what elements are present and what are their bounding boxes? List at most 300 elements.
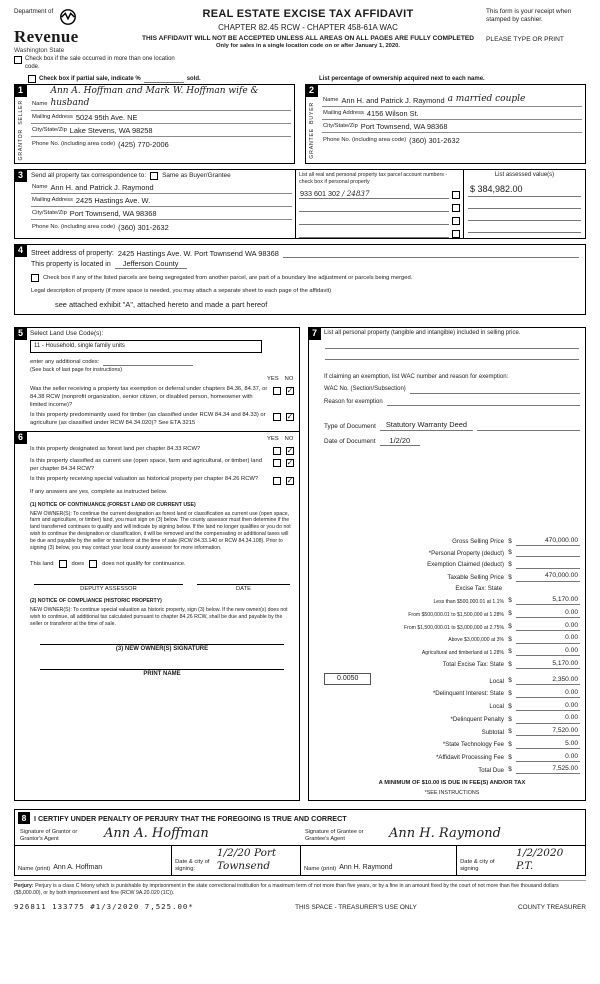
personal-deduct-label: *Personal Property (deduct) bbox=[428, 549, 504, 557]
sold-label: sold. bbox=[186, 75, 201, 82]
names-dates-row bbox=[15, 845, 585, 875]
this-land-label: This land bbox=[30, 560, 54, 567]
personal-property-checkbox-3[interactable] bbox=[452, 217, 460, 225]
section-1-number: 1 bbox=[14, 84, 27, 97]
delinquent-interest-state-value[interactable]: 0.00 bbox=[516, 689, 580, 698]
dollar-sign: $ bbox=[508, 549, 512, 557]
partial-sale-checkbox[interactable] bbox=[28, 75, 36, 83]
tier4-row bbox=[324, 634, 580, 643]
s6-yes-no-header bbox=[30, 436, 294, 443]
see-back-note: (See back of last page for instructions) bbox=[30, 367, 122, 374]
street-address-row bbox=[31, 247, 579, 258]
see-instructions-note: *SEE INSTRUCTIONS bbox=[424, 789, 480, 796]
additional-codes-row bbox=[30, 355, 294, 366]
delinquent-penalty-value[interactable]: 0.00 bbox=[516, 714, 580, 723]
grantor-signature-cell bbox=[15, 826, 300, 844]
dollar-sign: $ bbox=[508, 635, 512, 643]
excise-state-label: Excise Tax: State bbox=[455, 585, 502, 593]
s6-q1-text: Is this property designated as forest land per chapter 84.33 RCW? bbox=[30, 446, 201, 453]
dollar-sign: $ bbox=[508, 622, 512, 630]
affidavit-processing-fee-label: *Affidavit Processing Fee bbox=[436, 754, 504, 762]
grantor-word: GRANTOR bbox=[17, 128, 24, 161]
tier2-value[interactable]: 0.00 bbox=[516, 609, 580, 618]
grantee-date-cell bbox=[456, 846, 585, 875]
legal-description-row bbox=[31, 284, 579, 295]
reason-row bbox=[324, 399, 580, 407]
only-for-line: Only for sales in a single location code on or after January 1, 2020. bbox=[216, 42, 400, 49]
reason-line[interactable] bbox=[387, 405, 580, 406]
multi-location-checkbox[interactable] bbox=[14, 56, 22, 64]
delinquent-interest-state-row bbox=[324, 689, 580, 698]
parcel-number-hand: / 24837 bbox=[341, 189, 370, 199]
grantor-date-value[interactable]: 1/2/20 Port Townsend bbox=[216, 846, 277, 872]
grantor-name-print-label: Name (print) bbox=[18, 865, 51, 872]
s5-question-2 bbox=[30, 412, 294, 427]
partial-sale-percent-line[interactable] bbox=[144, 82, 184, 83]
left-column bbox=[14, 327, 300, 801]
gross-label: Gross Selling Price bbox=[452, 538, 504, 546]
personal-property-checkbox-1[interactable] bbox=[452, 191, 460, 199]
wac-label: WAC No. (Section/Subsection) bbox=[324, 386, 406, 393]
if-yes-note: If any answers are yes, complete as instructed below. bbox=[30, 489, 168, 496]
dept-of-label: Department of bbox=[14, 8, 54, 15]
seller-section bbox=[14, 74, 295, 164]
located-in-label: This property is located in bbox=[31, 260, 111, 268]
personal-property-line-2[interactable] bbox=[325, 349, 579, 360]
does-not-label: does not qualify for continuance. bbox=[102, 560, 186, 567]
delinquent-interest-local-value[interactable]: 0.00 bbox=[516, 702, 580, 711]
buyer-phone-label: Phone No. (including area code) bbox=[323, 137, 407, 144]
corr-address-label: Mailing Address bbox=[32, 197, 73, 204]
reason-label: Reason for exemption bbox=[324, 398, 383, 405]
certification-header bbox=[15, 810, 585, 826]
date-label: DATE bbox=[235, 585, 251, 592]
section-3-number: 3 bbox=[14, 169, 27, 182]
buyer-phone-field bbox=[322, 133, 582, 146]
dollar-sign: $ bbox=[508, 741, 512, 749]
assessed-value-header: List assessed value(s) bbox=[494, 172, 555, 179]
delinquent-interest-local-row bbox=[324, 702, 580, 711]
washington-state-label: Washington State bbox=[14, 47, 65, 55]
dollar-sign: $ bbox=[508, 766, 512, 774]
s5-q1-no-checkbox[interactable]: ✓ bbox=[286, 387, 294, 396]
delinquent-interest-state-label: *Delinquent Interest: State bbox=[432, 690, 504, 698]
s5-q1-text: Was the seller receiving a property tax exemption or deferral under chapters 84.36, 84.37, or 84.38 RCW (nonprofit organization, senior citizen, or disabled person, homeowner with limited income)? bbox=[30, 386, 268, 408]
please-type-or-print: PLEASE TYPE OR PRINT bbox=[486, 36, 564, 43]
doc-type-value[interactable]: Statutory Warranty Deed bbox=[380, 420, 473, 430]
same-as-buyer-label: Same as Buyer/Grantee bbox=[162, 172, 231, 180]
grantee-name-print-value[interactable]: Ann H. Raymond bbox=[339, 864, 393, 872]
segregated-row bbox=[31, 271, 579, 282]
legal-description-label: Legal description of property (if more space is needed, you may attach a separate sheet to each page of the affidavit) bbox=[31, 288, 332, 295]
s6-q1-yes-checkbox[interactable] bbox=[273, 447, 281, 455]
tier1-row bbox=[324, 596, 580, 605]
parcel-row-2 bbox=[296, 199, 463, 212]
buyer-name-extra[interactable]: a married couple bbox=[447, 94, 526, 104]
seller-city-field bbox=[31, 124, 291, 137]
tier2-row bbox=[324, 609, 580, 618]
dollar-sign: $ bbox=[508, 715, 512, 723]
personal-property-deduct-row bbox=[324, 549, 580, 557]
exemption-claimed-row bbox=[324, 561, 580, 569]
state-technology-fee-label: *State Technology Fee bbox=[442, 741, 504, 749]
select-land-use-label: Select Land Use Code(s): bbox=[30, 330, 104, 338]
local-rate-box[interactable]: 0.0050 bbox=[324, 673, 371, 686]
new-owner-signature-line[interactable] bbox=[40, 644, 284, 654]
deputy-assessor-row bbox=[34, 584, 290, 593]
seller-city-value[interactable]: Lake Stevens, WA 98258 bbox=[69, 125, 153, 135]
form-title: REAL ESTATE EXCISE TAX AFFIDAVIT bbox=[202, 8, 414, 20]
partial-sale-row bbox=[28, 74, 295, 83]
perjury-label: Perjury: bbox=[14, 882, 34, 889]
same-as-buyer-checkbox[interactable] bbox=[150, 172, 158, 180]
grantor-name-cell bbox=[15, 846, 171, 875]
bottom-bar bbox=[14, 902, 586, 911]
grantor-signature-label: Signature of Grantor or Grantor's Agent bbox=[20, 828, 78, 842]
grantee-date-value[interactable]: 1/2/2020 P.T. bbox=[516, 846, 564, 872]
tier2-label: From $500,000.01 to $1,500,000 at 1.28% bbox=[408, 611, 504, 618]
seller-address-label: Mailing Address bbox=[32, 113, 73, 120]
corr-address-field bbox=[31, 194, 292, 207]
additional-codes-line[interactable] bbox=[103, 365, 193, 366]
personal-property-line-1[interactable] bbox=[325, 338, 579, 349]
corr-name-field bbox=[31, 181, 292, 194]
corr-city-field bbox=[31, 207, 292, 220]
local-tax-row bbox=[324, 673, 580, 686]
parcel-line-4[interactable] bbox=[299, 237, 449, 238]
s5-yes-no-header bbox=[30, 376, 294, 383]
tier3-label: From $1,500,000.01 to $3,000,000 at 2.75% bbox=[404, 624, 504, 631]
dollar-sign: $ bbox=[508, 560, 512, 568]
revenue-wordmark: Revenue bbox=[14, 27, 79, 46]
s6-q3-no-checkbox[interactable]: ✓ bbox=[286, 477, 294, 486]
ownership-percentage-label: List percentage of ownership acquired next to each name. bbox=[319, 75, 485, 82]
seller-box bbox=[14, 84, 295, 164]
buyer-phone-value[interactable]: (360) 301-2632 bbox=[409, 136, 460, 145]
correspondence-box bbox=[15, 170, 295, 238]
section-4-number: 4 bbox=[14, 244, 27, 257]
corr-city-value[interactable]: Port Townsend, WA 98368 bbox=[69, 209, 157, 218]
subtotal-label: Subtotal bbox=[481, 728, 504, 736]
assessed-value[interactable]: $ 384,982.00 bbox=[468, 184, 581, 197]
total-due-value[interactable]: 7,525.00 bbox=[516, 765, 580, 774]
s5-q2-text: Is this property predominantly used for timber (as classified under RCW 84.34 and 84.33) or agriculture (as classified under RCW 84.34.020)? See ETA 3215 bbox=[30, 412, 266, 426]
exemption-claimed-label: Exemption Claimed (deduct) bbox=[427, 561, 504, 569]
street-address-line[interactable] bbox=[283, 257, 579, 258]
corr-name-value[interactable]: Ann H. and Patrick J. Raymond bbox=[50, 183, 154, 192]
wac-line[interactable] bbox=[410, 393, 580, 394]
s6-question-3 bbox=[30, 476, 294, 485]
no-label: NO bbox=[284, 376, 294, 383]
new-owner-signature-label: (3) NEW OWNER(S) SIGNATURE bbox=[115, 645, 209, 652]
seller-name-label: Name bbox=[32, 100, 48, 107]
deputy-date[interactable] bbox=[197, 584, 290, 593]
doc-type-label: Type of Document bbox=[324, 422, 376, 430]
dor-logo-block bbox=[14, 8, 130, 55]
certify-statement: I CERTIFY UNDER PENALTY OF PERJURY THAT THE FOREGOING IS TRUE AND CORRECT bbox=[34, 813, 347, 823]
grantee-word: GRANTEE bbox=[308, 127, 315, 159]
s5-q2-no-checkbox[interactable]: ✓ bbox=[286, 413, 294, 422]
state-technology-fee-value[interactable]: 5.00 bbox=[516, 740, 580, 749]
excise-tax-state-header bbox=[324, 585, 580, 593]
s6-q1-no-checkbox[interactable]: ✓ bbox=[286, 447, 294, 456]
section-8-number: 8 bbox=[18, 812, 30, 824]
street-address-label: Street address of property: bbox=[31, 249, 114, 257]
gross-selling-price-row bbox=[324, 537, 580, 546]
grantor-date-label: Date & city of signing: bbox=[175, 858, 210, 872]
deputy-assessor-signature[interactable] bbox=[34, 584, 183, 593]
buyer-section bbox=[305, 74, 586, 164]
buyer-address-value[interactable]: 4156 Wilson St. bbox=[366, 109, 419, 118]
receipt-note: This form is your receipt when stamped by cashier. bbox=[486, 8, 572, 23]
exhibit-row bbox=[55, 298, 579, 309]
exemption-note: If claiming an exemption, list WAC number and reason for exemption: bbox=[324, 373, 509, 380]
yes-label: YES bbox=[267, 376, 279, 383]
tax-table bbox=[324, 533, 580, 796]
dollar-sign: $ bbox=[508, 573, 512, 581]
s6-question-1 bbox=[30, 446, 294, 455]
grantee-signature[interactable]: Ann H. Raymond bbox=[389, 826, 501, 842]
seller-city-label: City/State/Zip bbox=[32, 126, 67, 133]
buyer-grantee-side-label bbox=[306, 99, 318, 161]
taxable-value[interactable]: 470,000.00 bbox=[516, 572, 580, 581]
correspondence-header bbox=[28, 170, 295, 181]
subtotal-value[interactable]: 7,520.00 bbox=[516, 727, 580, 736]
dollar-sign: $ bbox=[508, 728, 512, 736]
total-excise-state-value[interactable]: 5,170.00 bbox=[516, 660, 580, 669]
taxable-label: Taxable Selling Price bbox=[447, 573, 504, 581]
corr-city-label: City/State/Zip bbox=[32, 210, 67, 217]
total-excise-state-label: Total Excise Tax: State bbox=[442, 661, 504, 669]
state-technology-fee-row bbox=[324, 740, 580, 749]
seller-buyer-row bbox=[14, 74, 586, 164]
buyer-box bbox=[305, 84, 586, 164]
doc-date-value[interactable]: 1/2/20 bbox=[380, 436, 421, 446]
signature-row bbox=[15, 826, 585, 844]
dollar-sign: $ bbox=[508, 537, 512, 545]
section-2-number: 2 bbox=[305, 84, 318, 97]
s6-q2-text: Is this property classified as current use (open space, farm and agricultural, or timber) land per chapter 84.34 RCW? bbox=[30, 458, 262, 472]
assessed-line-2[interactable] bbox=[468, 197, 581, 209]
segregated-checkbox[interactable] bbox=[31, 274, 39, 282]
additional-codes-label: enter any additional codes: bbox=[30, 359, 100, 366]
seller-address-value[interactable]: 5024 95th Ave. NE bbox=[75, 112, 138, 122]
agricultural-label: Agricultural and timberland at 1.28% bbox=[421, 650, 504, 656]
dollar-sign: $ bbox=[508, 648, 512, 656]
receipt-block bbox=[486, 8, 586, 55]
s5-q1-yes-checkbox[interactable] bbox=[273, 387, 281, 395]
total-due-label: Total Due bbox=[478, 766, 504, 774]
certification-section bbox=[14, 809, 586, 876]
tier3-row bbox=[324, 622, 580, 631]
dollar-sign: $ bbox=[508, 702, 512, 710]
minimum-due-note: A MINIMUM OF $10.00 IS DUE IN FEE(S) AND/OR TAX bbox=[378, 780, 526, 787]
perjury-body: Perjury is a class C felony which is punishable by imprisonment in the state correctional institution for a maximum term of not more than five years, or by a fine in an amount fixed by the court of not more than five thousand dollars ($5,000.00), or by both imprisonment and fine (RCW 9A.20.020 (1C)). bbox=[14, 882, 559, 896]
section-6-number: 6 bbox=[14, 431, 27, 444]
corr-address-value[interactable]: 2425 Hastings Ave. W. bbox=[75, 196, 151, 205]
corr-phone-field bbox=[31, 220, 292, 233]
seller-grantor-side-label bbox=[15, 99, 27, 161]
affidavit-processing-fee-value[interactable]: 0.00 bbox=[516, 753, 580, 762]
dollar-sign: $ bbox=[508, 690, 512, 698]
partial-sale-label: Check box if partial sale, indicate % bbox=[39, 75, 141, 82]
cashier-stamp: 926811 133775 #1/3/2020 7,525.00* bbox=[14, 902, 194, 912]
notice-compliance-body: NEW OWNER(S): To continue special valuation as historic property, sign (3) below. If the new owner(s) does not wish to continue, all additional tax calculated pursuant to chapter 84.26 RCW, shall be due and payable by the seller or transferor at the time of sale. bbox=[30, 607, 288, 627]
deputy-assessor-label: DEPUTY ASSESSOR bbox=[80, 585, 137, 592]
doc-date-label: Date of Document bbox=[324, 437, 376, 445]
street-address-value[interactable]: 2425 Hastings Ave. W. Port Townsend WA 98368 bbox=[117, 249, 279, 259]
personal-property-note: List all personal property (tangible and intangible) included in selling price. bbox=[324, 330, 521, 337]
property-location-section bbox=[14, 244, 586, 315]
segregated-label: Check box if any of the listed parcels are being segregated from another parcel, are part of a boundary line adjustment or parcels being merged. bbox=[43, 275, 413, 282]
land-does-checkbox[interactable] bbox=[59, 560, 67, 568]
tier3-value[interactable]: 0.00 bbox=[516, 622, 580, 631]
assessed-line-3[interactable] bbox=[468, 209, 581, 221]
grantee-signature-cell bbox=[300, 826, 585, 844]
forest-land-section bbox=[14, 431, 300, 801]
buyer-address-field bbox=[322, 107, 582, 120]
buyer-name-value[interactable]: Ann H. and Patrick J. Raymond bbox=[341, 96, 445, 105]
seller-word: SELLER bbox=[17, 100, 24, 125]
county-value[interactable]: Jefferson County bbox=[115, 259, 187, 269]
grantee-name-cell bbox=[300, 846, 456, 875]
print-name-line[interactable] bbox=[40, 669, 284, 679]
total-due-row bbox=[324, 765, 580, 774]
s6-q3-text: Is this property receiving special valuation as historical property per chapter 84.26 RCW? bbox=[30, 476, 259, 483]
county-treasurer-label: COUNTY TREASURER bbox=[518, 903, 586, 911]
buyer-word: BUYER bbox=[308, 101, 315, 124]
local-value[interactable]: 2,350.00 bbox=[516, 676, 580, 685]
print-name-label: PRINT NAME bbox=[143, 671, 181, 678]
corr-phone-value[interactable]: (360) 301-2632 bbox=[118, 223, 169, 232]
parcel-row-3 bbox=[296, 212, 463, 225]
assessed-line-4[interactable] bbox=[468, 221, 581, 233]
ownership-percentage-row bbox=[319, 74, 586, 83]
seller-address-field bbox=[31, 111, 291, 124]
dollar-sign: $ bbox=[508, 753, 512, 761]
tax-computation-section bbox=[308, 327, 586, 801]
total-excise-state-row bbox=[324, 660, 580, 669]
revenue-logo-icon bbox=[57, 8, 79, 26]
grantee-date-label: Date & city of signing bbox=[460, 858, 495, 872]
land-use-code-value: 11 - Household, single family units bbox=[34, 343, 125, 350]
warning-line: THIS AFFIDAVIT WILL NOT BE ACCEPTED UNLESS ALL AREAS ON ALL PAGES ARE FULLY COMPLETED bbox=[141, 34, 475, 42]
section-7-number: 7 bbox=[308, 327, 321, 340]
multi-location-label: Check box if the sale occurred in more than one location code. bbox=[25, 56, 175, 70]
exhibit-value[interactable]: see attached exhibit "A", attached hereto and made a part hereof bbox=[55, 300, 268, 310]
treasurer-space-label: THIS SPACE - TREASURER'S USE ONLY bbox=[295, 903, 417, 911]
parcel-number-value[interactable] bbox=[299, 189, 449, 199]
chapter-line: CHAPTER 82.45 RCW - CHAPTER 458-61A WAC bbox=[218, 22, 398, 32]
delinquent-penalty-row bbox=[324, 714, 580, 723]
title-block bbox=[136, 8, 480, 55]
delinquent-interest-local-label: Local bbox=[489, 703, 504, 711]
seller-phone-value[interactable]: (425) 770-2006 bbox=[118, 139, 169, 149]
grantee-name-print-label: Name (print) bbox=[304, 865, 337, 872]
multi-location-row bbox=[14, 56, 184, 71]
form-header bbox=[14, 8, 586, 55]
parcel-numbers-header: List all real and personal property tax parcel account numbers - check box if personal property bbox=[299, 172, 448, 185]
s6-q2-yes-checkbox[interactable] bbox=[273, 459, 281, 467]
s5-question-1 bbox=[30, 386, 294, 409]
tax-correspondence-section bbox=[14, 169, 586, 239]
land-use-section bbox=[14, 327, 300, 432]
land-qualify-row bbox=[30, 557, 294, 568]
doc-type-row bbox=[324, 420, 580, 430]
tier1-value[interactable]: 5,170.00 bbox=[516, 596, 580, 605]
doc-type-line[interactable] bbox=[477, 430, 580, 431]
dollar-sign: $ bbox=[508, 610, 512, 618]
doc-date-row bbox=[324, 436, 580, 446]
affidavit-processing-fee-row bbox=[324, 753, 580, 762]
assessed-value-column bbox=[463, 170, 585, 238]
corr-phone-label: Phone No. (including area code) bbox=[32, 224, 116, 231]
s6-question-2 bbox=[30, 458, 294, 473]
seller-name-value[interactable]: Ann A. Hoffman and Mark W. Hoffman wife & husband bbox=[50, 86, 259, 108]
buyer-name-field bbox=[322, 85, 582, 107]
buyer-name-label: Name bbox=[323, 97, 339, 104]
s6-q2-no-checkbox[interactable]: ✓ bbox=[286, 459, 294, 468]
gross-value[interactable]: 470,000.00 bbox=[516, 537, 580, 546]
agricultural-value[interactable]: 0.00 bbox=[516, 647, 580, 656]
s6-q3-yes-checkbox[interactable] bbox=[273, 477, 281, 485]
buyer-city-value[interactable]: Port Townsend, WA 98368 bbox=[360, 122, 448, 131]
perjury-note bbox=[14, 880, 586, 897]
delinquent-penalty-label: *Delinquent Penalty bbox=[450, 715, 504, 723]
tier4-label: Above $3,000,000 at 3% bbox=[448, 637, 504, 644]
parcel-row-1 bbox=[296, 186, 463, 199]
wac-row bbox=[324, 386, 580, 394]
exemption-claimed-value[interactable] bbox=[516, 568, 580, 569]
subtotal-row bbox=[324, 727, 580, 736]
buyer-address-label: Mailing Address bbox=[323, 110, 364, 117]
grantor-signature[interactable]: Ann A. Hoffman bbox=[104, 826, 209, 842]
section-5-number: 5 bbox=[14, 327, 27, 340]
tier4-value[interactable]: 0.00 bbox=[516, 634, 580, 643]
notice-continuance-body: NEW OWNER(S): To continue the current designation as forest land or classification as current use (open space, farm and agriculture, or timber) land, you must sign on (3) below. The county assessor must then determine if the land transferred continues to qualify and will indicate by signing below. If the land no longer qualifies or you do not wish to continue the designation or classification, it will be removed and the compensating or additional taxes will be due and payable by the seller or transferor at the time of sale (RCW 84.33.140 or RCW 84.34.108). Prior to signing (3) below, you may contact your local county assessor for more information. bbox=[30, 510, 291, 552]
dollar-sign: $ bbox=[508, 597, 512, 605]
dollar-sign: $ bbox=[508, 677, 512, 685]
corr-name-label: Name bbox=[32, 184, 48, 191]
personal-deduct-value[interactable] bbox=[516, 556, 580, 557]
grantee-signature-label: Signature of Grantee or Grantee's Agent bbox=[305, 828, 364, 842]
parcel-numbers-column bbox=[295, 170, 463, 238]
does-label: does bbox=[71, 560, 85, 567]
seller-phone-field bbox=[31, 137, 291, 150]
local-label: Local bbox=[489, 677, 504, 685]
buyer-city-field bbox=[322, 120, 582, 133]
tier1-label: Less than $500,000.01 at 1.1% bbox=[433, 599, 504, 606]
notice-continuance-title: (1) NOTICE OF CONTINUANCE (FOREST LAND OR CURRENT USE) bbox=[30, 501, 196, 508]
s5-q2-yes-checkbox[interactable] bbox=[273, 413, 281, 421]
personal-property-checkbox-2[interactable] bbox=[452, 204, 460, 212]
personal-property-checkbox-4[interactable] bbox=[452, 230, 460, 238]
land-does-not-checkbox[interactable] bbox=[89, 560, 97, 568]
parcel-number-typed: 933 601 302 bbox=[300, 189, 340, 199]
seller-name-field bbox=[31, 85, 291, 111]
notice-compliance-title: (2) NOTICE OF COMPLIANCE (HISTORIC PROPERTY) bbox=[30, 598, 162, 605]
located-in-row bbox=[31, 258, 579, 269]
grantor-name-print-value[interactable]: Ann A. Hoffman bbox=[53, 864, 103, 872]
send-correspondence-label: Send all property tax correspondence to: bbox=[31, 172, 147, 180]
land-use-code-select[interactable] bbox=[30, 340, 262, 353]
middle-columns bbox=[14, 327, 586, 801]
yes-label: YES bbox=[267, 436, 279, 443]
dollar-sign: $ bbox=[508, 661, 512, 669]
taxable-selling-price-row bbox=[324, 572, 580, 581]
seller-phone-label: Phone No. (including area code) bbox=[32, 140, 116, 147]
grantor-date-cell bbox=[171, 846, 300, 875]
